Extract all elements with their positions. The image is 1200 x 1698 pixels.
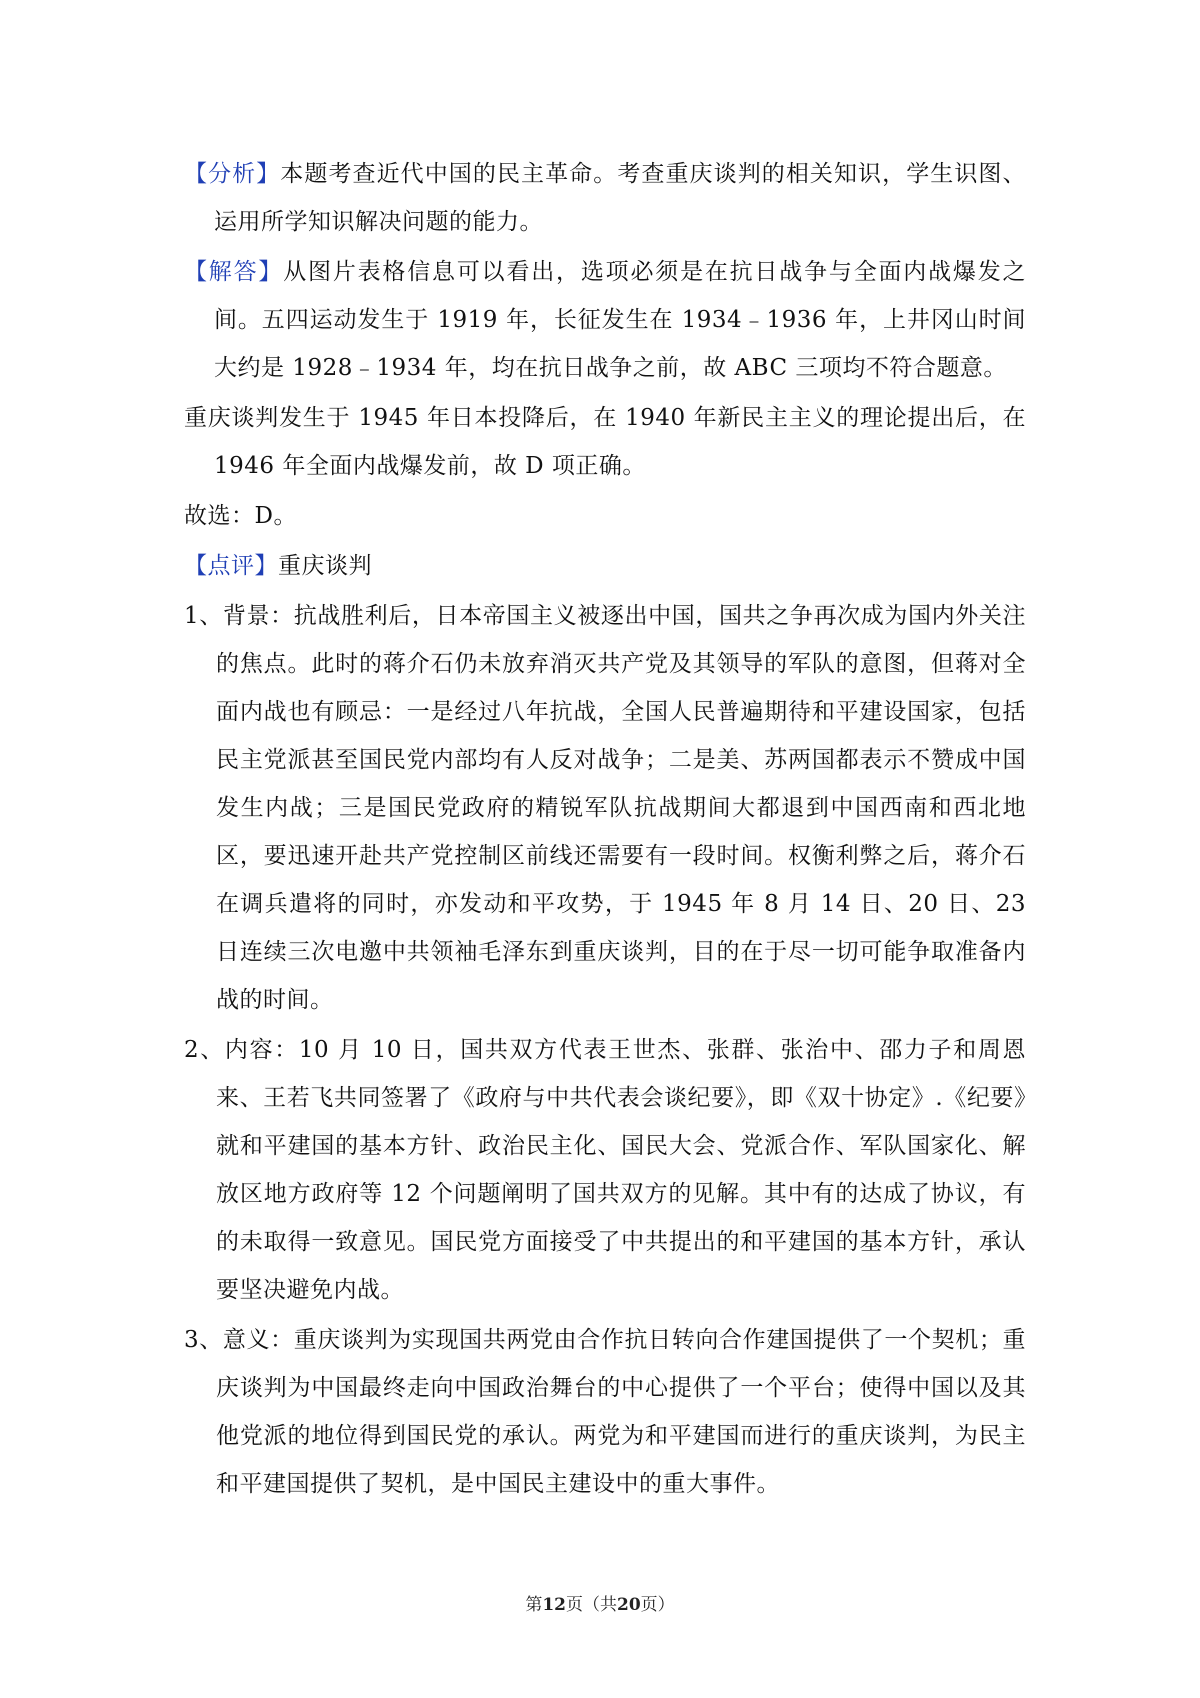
point-background: 1、背景：抗战胜利后，日本帝国主义被逐出中国，国共之争再次成为国内外关注的焦点。此时的蒋介石仍未放弃消灭共产党及其领导的军队的意图，但蒋对全面内战也有顾忌：一是经过八年抗战，全国人民普遍期待和平建设国家，包括民主党派甚至国民党内部均有人反对战争；二是美、苏两国都表示不赞成中国发生内战；三是国民党政府的精锐军队抗战期间大都退到中国西南和西北地区，要迅速开赴共产党控制区前线还需要有一段时间。权衡利弊之后，蒋介石在调兵遣将的同时，亦发动和平攻势，于 1945 年 8 月 14 日、20 日、23 日连续三次电邀中共领袖毛泽东到重庆谈判，目的在于尽一切可能争取准备内战的时间。: [184, 603, 1026, 1013]
analysis-tag: 【分析】: [184, 161, 281, 187]
review-paragraph: [184, 542, 1026, 590]
answer-tag: 【解答】: [184, 259, 284, 285]
footer-middle: 页（共: [566, 1595, 617, 1615]
page-footer: [0, 1593, 1200, 1617]
choice-line: 故选：D。: [184, 503, 297, 529]
page-content: [184, 150, 1026, 1510]
answer-paragraph: [184, 248, 1026, 392]
review-text: 重庆谈判: [278, 553, 372, 579]
footer-prefix: 第: [525, 1595, 543, 1615]
point-content: 2、内容：10 月 10 日，国共双方代表王世杰、张群、张治中、邵力子和周恩来、王若飞共同签署了《政府与中共代表会谈纪要》，即《双十协定》.《纪要》就和平建国的基本方针、政治民主化、国民大会、党派合作、军队国家化、解放区地方政府等 12 个问题阐明了国共双方的见解。其中有的达成了协议，有的未取得一致意见。国民党方面接受了中共提出的和平建国的基本方针，承认要坚决避免内战。: [184, 1037, 1026, 1303]
footer-total-pages: 20: [617, 1595, 641, 1615]
answer-text: 从图片表格信息可以看出，选项必须是在抗日战争与全面内战爆发之间。五四运动发生于 1919 年，长征发生在 1934﹣1936 年，上井冈山时间大约是 1928﹣1934 年，均在抗日战争之前，故 ABC 三项均不符合题意。: [214, 259, 1027, 381]
footer-suffix: 页）: [640, 1595, 675, 1615]
footer-page-number: 12: [542, 1595, 566, 1615]
analysis-text: 本题考查近代中国的民主革命。考查重庆谈判的相关知识，学生识图、运用所学知识解决问题的能力。: [214, 161, 1027, 235]
answer-continuation: 重庆谈判发生于 1945 年日本投降后，在 1940 年新民主主义的理论提出后，在 1946 年全面内战爆发前，故 D 项正确。: [184, 405, 1026, 479]
point-significance: 3、意义：重庆谈判为实现国共两党由合作抗日转向合作建国提供了一个契机；重庆谈判为中国最终走向中国政治舞台的中心提供了一个平台；使得中国以及其他党派的地位得到国民党的承认。两党为和平建国而进行的重庆谈判，为民主和平建国提供了契机，是中国民主建设中的重大事件。: [184, 1327, 1026, 1497]
analysis-paragraph: [184, 150, 1026, 246]
review-tag: 【点评】: [184, 553, 278, 579]
